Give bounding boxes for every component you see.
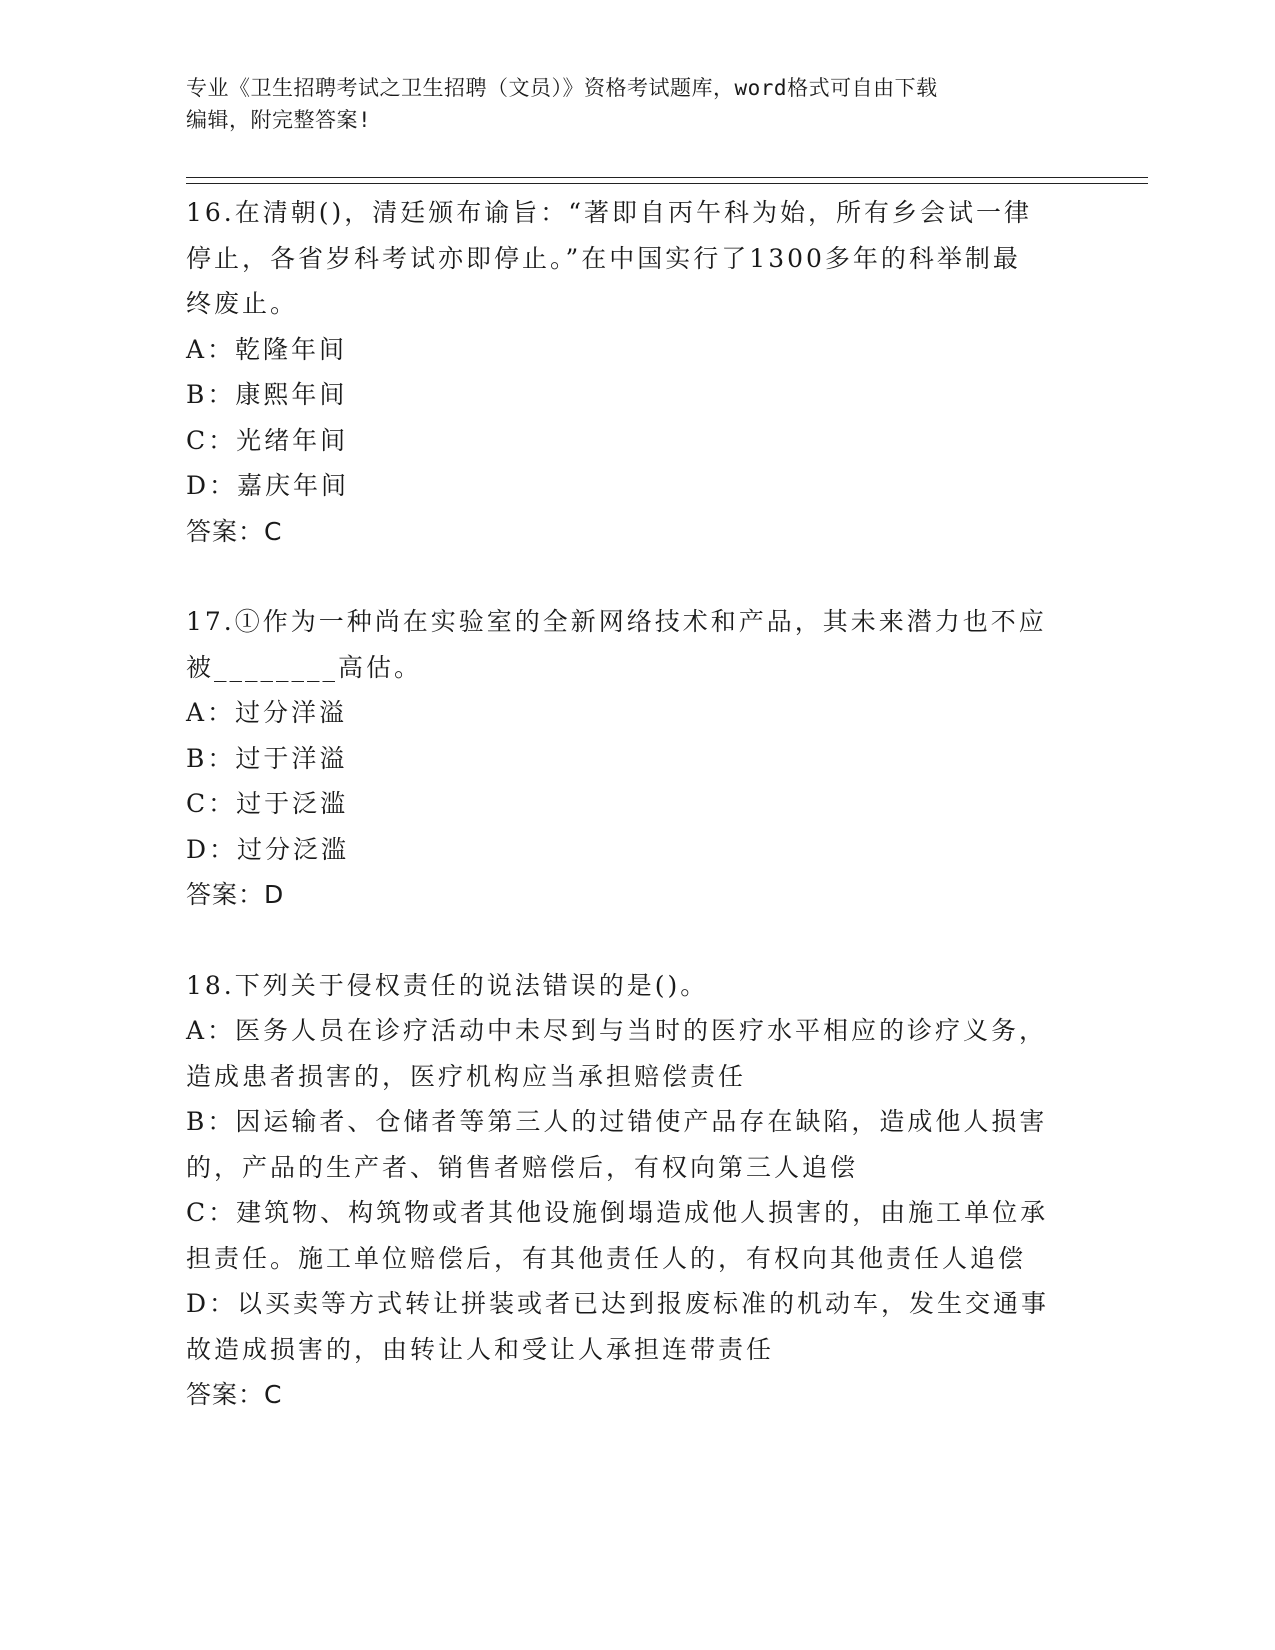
option-b: B：过于洋溢	[186, 743, 348, 773]
option-a: A：过分洋溢	[186, 698, 348, 727]
header-divider-top	[186, 177, 1148, 178]
option-c: C：过于泛滥	[186, 789, 349, 818]
header-line-1: 专业《卫生招聘考试之卫生招聘（文员）》资格考试题库，word格式可自由下载	[186, 76, 938, 100]
option-c: C：光绪年间	[186, 425, 349, 455]
header-divider-bottom	[186, 183, 1148, 184]
question-stem-line: 17.①作为一种尚在实验室的全新网络技术和产品，其未来潜力也不应	[186, 607, 1047, 636]
option-a-line-1: A：医务人员在诊疗活动中未尽到与当时的医疗水平相应的诊疗义务，	[186, 1016, 1048, 1045]
document-header	[186, 72, 1066, 136]
question-stem-line: 16.在清朝()，清廷颁布谕旨：“著即自丙午科为始，所有乡会试一律	[186, 198, 1033, 227]
option-c-line-1: C：建筑物、构筑物或者其他设施倒塌造成他人损害的，由施工单位承	[186, 1198, 1049, 1227]
question-stem-line: 被________高估。	[186, 652, 423, 682]
question-17	[186, 599, 1066, 918]
question-16	[186, 190, 1066, 554]
question-stem-line: 停止，各省岁科考试亦即停止。”在中国实行了1300多年的科举制最	[186, 243, 1021, 273]
option-d-line-1: D：以买卖等方式转让拼装或者已达到报废标准的机动车，发生交通事	[186, 1289, 1050, 1318]
option-d: D：嘉庆年间	[186, 471, 350, 500]
option-a: A：乾隆年间	[186, 334, 348, 364]
header-line-2: 编辑，附完整答案!	[186, 108, 372, 132]
option-d-line-2: 故造成损害的，由转让人和受让人承担连带责任	[186, 1334, 775, 1364]
option-a-line-2: 造成患者损害的，医疗机构应当承担赔偿责任	[186, 1061, 747, 1091]
answer-line: 答案：C	[186, 1380, 283, 1409]
question-stem-line: 终废止。	[186, 289, 299, 318]
option-b-line-2: 的，产品的生产者、销售者赔偿后，有权向第三人追偿	[186, 1152, 859, 1182]
answer-line: 答案：D	[186, 880, 285, 909]
question-18	[186, 963, 1066, 1418]
option-b: B：康熙年间	[186, 380, 348, 409]
answer-line: 答案：C	[186, 516, 283, 546]
question-list	[186, 190, 1066, 1463]
question-stem-line: 18.下列关于侵权责任的说法错误的是()。	[186, 970, 709, 1000]
option-c-line-2: 担责任。施工单位赔偿后，有其他责任人的，有权向其他责任人追偿	[186, 1243, 1027, 1273]
option-b-line-1: B：因运输者、仓储者等第三人的过错使产品存在缺陷，造成他人损害	[186, 1107, 1048, 1136]
option-d: D：过分泛滥	[186, 834, 350, 864]
